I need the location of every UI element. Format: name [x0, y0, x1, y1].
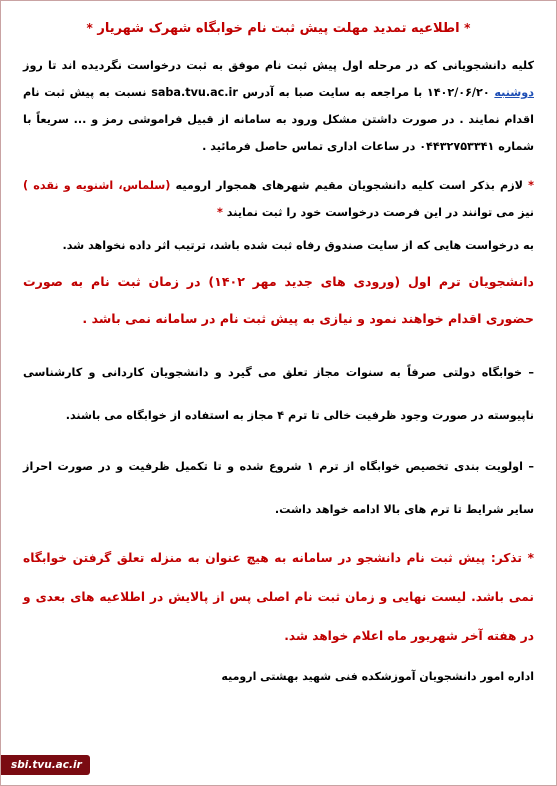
deadline-text-4: در ساعات اداری تماس حاصل فرمائید . — [202, 140, 420, 153]
saba-site-address[interactable]: saba.tvu.ac.ir — [151, 86, 238, 99]
paragraph-eligibility: – خوابگاه دولتی صرفاً به سنوات مجاز تعلق می گیرد و دانشجویان کاردانی و کارشناسی ناپیوسته در صورت وجود ظرفیت خالی تا ترم ۴ مجاز به استفاده از خوابگاه می باشند. — [23, 366, 534, 422]
paragraph-welfare-fund: به درخواست هایی که از سایت صندوق رفاه ثبت شده باشد، ترتیب اثر داده نخواهد شد. — [62, 239, 534, 252]
star-bullet-end: * — [217, 206, 223, 219]
deadline-day-link[interactable]: دوشنبه — [494, 86, 534, 99]
deadline-date: ۱۴۰۲/۰۶/۲۰ — [426, 86, 490, 99]
signature-office: اداره امور دانشجویان آموزشکده فنی شهید بهشتی ارومیه — [221, 670, 534, 683]
paragraph-deadline — [23, 52, 534, 160]
deadline-text-2: با مراجعه به سایت صبا به آدرس — [237, 86, 427, 99]
deadline-text-3: نسبت به پیش ثبت نام اقدام نمایند . در صورت داشتن مشکل ورود به سامانه از قبیل فراموشی رمز و ... سریعاً با شماره — [23, 86, 534, 153]
notice-title — [23, 21, 534, 36]
title-star-right: * — [464, 21, 471, 35]
nearby-text-1: لازم بذکر است کلیه دانشجویان مقیم شهرهای همجوار ارومیه — [170, 179, 529, 192]
paragraph-priority: – اولویت بندی تخصیص خوابگاه از ترم ۱ شروع شده و تا تکمیل ظرفیت و در صورت احراز سایر شرایط تا ترم های بالا ادامه خواهد داشت. — [23, 460, 534, 516]
nearby-text-2: نیز می توانند در این فرصت درخواست خود را ثبت نمایند — [222, 206, 534, 219]
notice-document — [1, 1, 556, 785]
title-star-left: * — [86, 21, 93, 35]
paragraph-reminder: * تذکر: پیش ثبت نام دانشجو در سامانه به هیچ عنوان به منزله تعلق گرفتن خوابگاه نمی باشد. لیست نهایی و زمان ثبت نام اصلی پس از پالایش در اطلاعیه های بعدی و در هفته آخر شهریور ماه اعلام خواهد شد. — [23, 551, 534, 643]
site-watermark: sbi.tvu.ac.ir — [1, 755, 90, 775]
paragraph-nearby-cities — [23, 172, 534, 226]
paragraph-first-term: دانشجویان ترم اول (ورودی های جدید مهر ۱۴۰۲) در زمان ثبت نام به صورت حضوری اقدام خواهند نمود و نیازی به پیش ثبت نام در سامانه نمی باشد . — [23, 274, 534, 326]
deadline-text-1: کلیه دانشجویانی که در مرحله اول پیش ثبت نام موفق به ثبت درخواست نگردیده اند تا روز — [23, 59, 534, 72]
title-text: اطلاعیه تمدید مهلت پیش ثبت نام خوابگاه شهرک شهریار — [97, 21, 460, 36]
star-bullet: * — [528, 179, 534, 192]
nearby-cities-list: (سلماس، اشنویه و نقده ) — [23, 179, 171, 192]
support-phone-number: ۰۴۴۳۲۷۵۳۳۴۱ — [419, 140, 495, 153]
